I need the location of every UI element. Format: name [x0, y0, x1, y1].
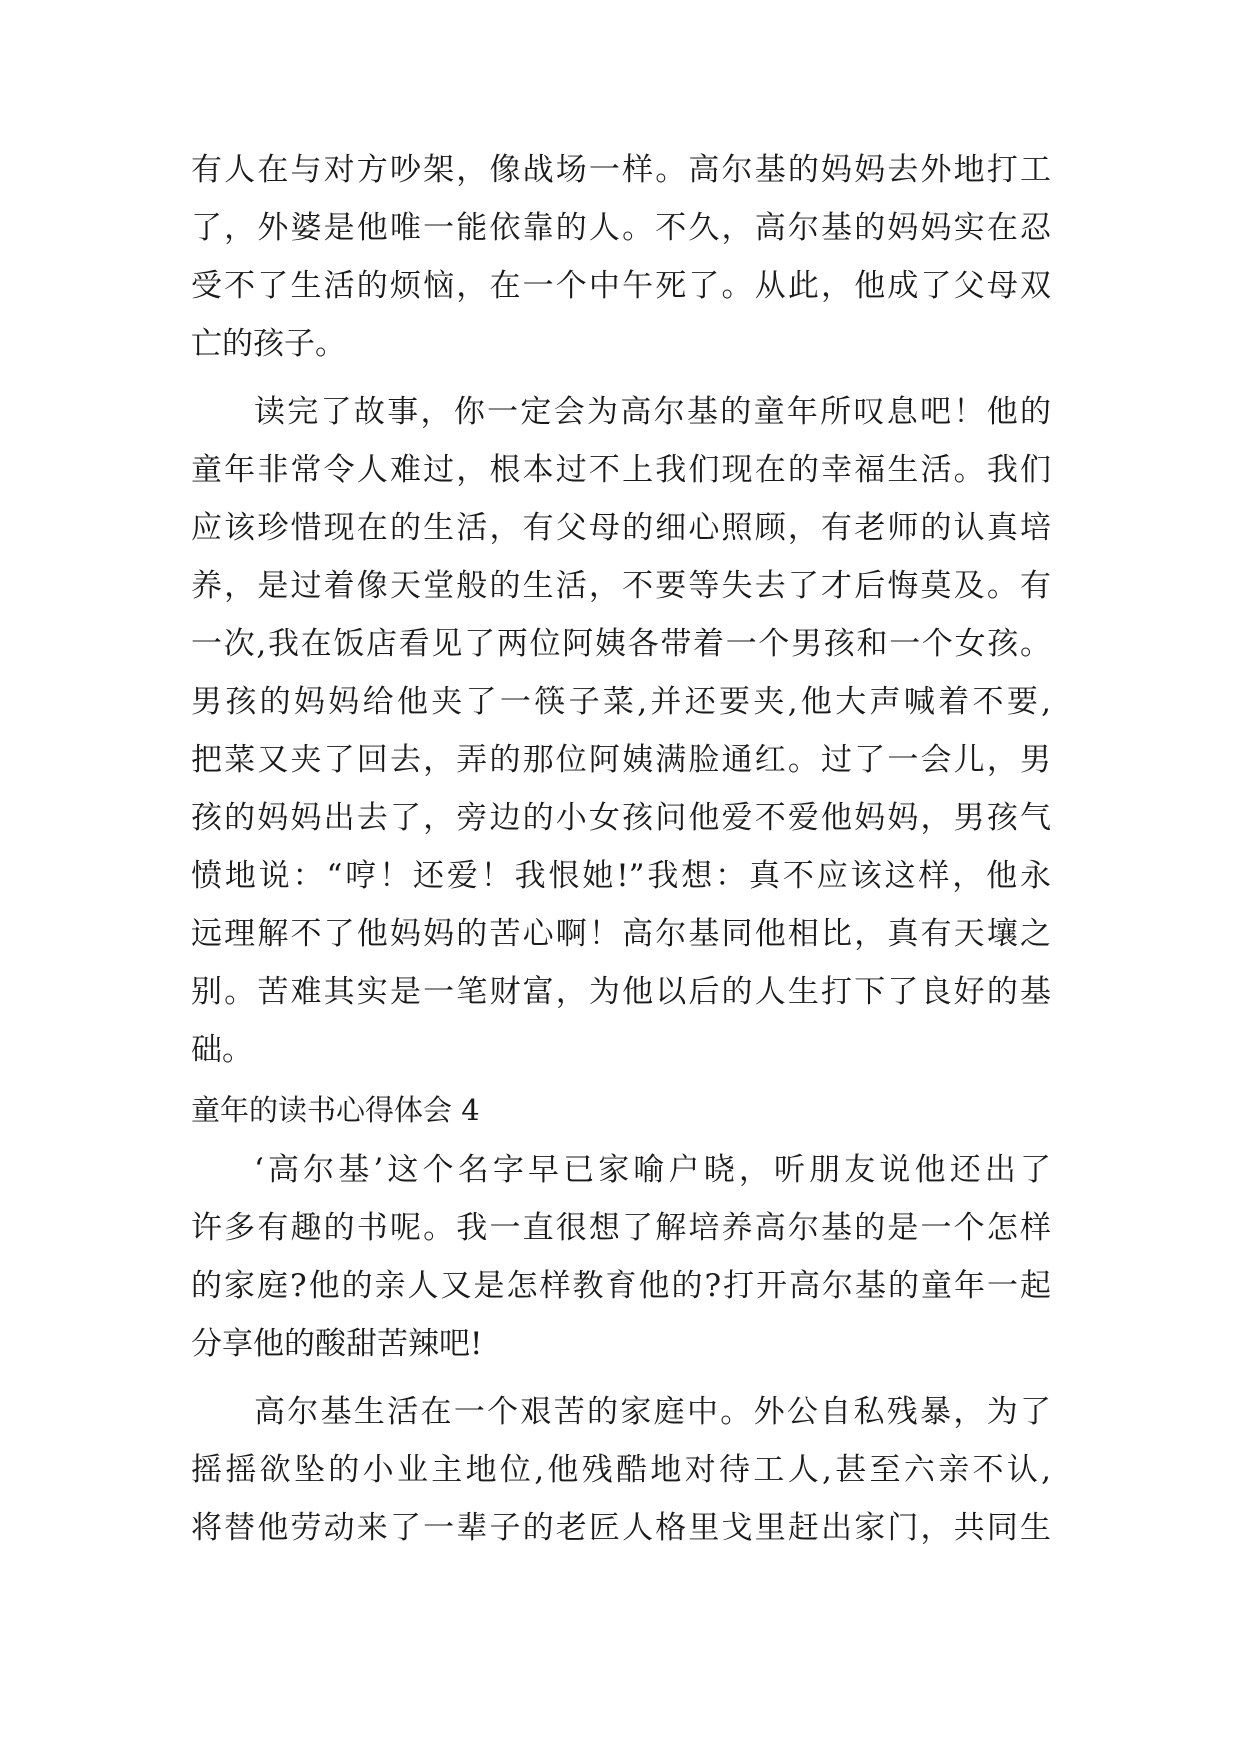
- text-line: 许多有趣的书呢。我一直很想了解培养高尔基的是一个怎样: [191, 1210, 1051, 1246]
- text-line: 远理解不了他妈妈的苦心啊！高尔基同他相比，真有天壤之: [191, 916, 1051, 952]
- text-line: 愤地说：“哼！还爱！我恨她!”我想：真不应该这样，他永: [191, 858, 1051, 894]
- text-line: 应该珍惜现在的生活，有父母的细心照顾，有老师的认真培: [191, 510, 1051, 546]
- text-line: 一次,我在饭店看见了两位阿姨各带着一个男孩和一个女孩。: [191, 626, 1051, 662]
- text-line: 孩的妈妈出去了，旁边的小女孩问他爱不爱他妈妈，男孩气: [191, 800, 1051, 836]
- text-line: 童年非常令人难过，根本过不上我们现在的幸福生活。我们: [191, 452, 1051, 488]
- text-line: 养，是过着像天堂般的生活，不要等失去了才后悔莫及。有: [191, 568, 1051, 604]
- text-line: 础。: [191, 1032, 253, 1068]
- text-line: 了，外婆是他唯一能依靠的人。不久，高尔基的妈妈实在忍: [191, 210, 1051, 246]
- text-line: 有人在与对方吵架，像战场一样。高尔基的妈妈去外地打工: [191, 152, 1051, 188]
- text-line: 高尔基生活在一个艰苦的家庭中。外公自私残暴，为了: [254, 1394, 1051, 1430]
- text-line: 男孩的妈妈给他夹了一筷子菜,并还要夹,他大声喊着不要,: [191, 684, 1051, 720]
- text-line: 分享他的酸甜苦辣吧!: [191, 1326, 483, 1362]
- text-line: 读完了故事，你一定会为高尔基的童年所叹息吧！他的: [254, 394, 1051, 430]
- text-line: 亡的孩子。: [191, 326, 346, 362]
- text-line: 别。苦难其实是一笔财富，为他以后的人生打下了良好的基: [191, 974, 1051, 1010]
- text-line: 受不了生活的烦恼，在一个中午死了。从此，他成了父母双: [191, 268, 1051, 304]
- text-line: 的家庭?他的亲人又是怎样教育他的?打开高尔基的童年一起: [191, 1268, 1051, 1304]
- text-line: 摇摇欲坠的小业主地位,他残酷地对待工人,甚至六亲不认,: [191, 1452, 1051, 1488]
- text-line: ‘高尔基’这个名字早已家喻户晓，听朋友说他还出了: [254, 1152, 1051, 1188]
- text-line: 把菜又夹了回去，弄的那位阿姨满脸通红。过了一会儿，男: [191, 742, 1051, 778]
- section-heading: 童年的读书心得体会 4: [191, 1093, 480, 1127]
- text-line: 将替他劳动来了一辈子的老匠人格里戈里赶出家门，共同生: [191, 1510, 1051, 1546]
